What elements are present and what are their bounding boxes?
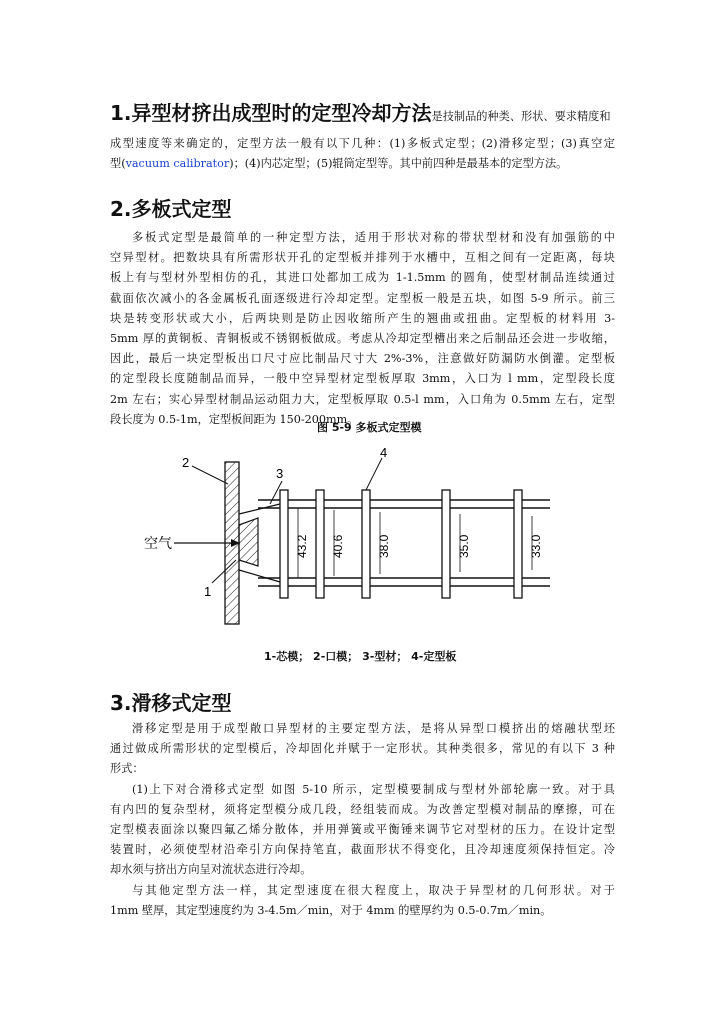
callout-4: 4	[380, 445, 388, 460]
calibrator-plate-1	[280, 490, 288, 598]
section3-line-5: 有内凹的复杂型材，须将定型模分成几段，经组装而成。为改善定型模对制品的摩擦，可在	[110, 802, 615, 816]
section-2	[110, 194, 615, 224]
section3-line-4: (1)上下对合滑移式定型 如图 5-10 所示，定型模要制成与型材外部轮廓一致。对于具	[132, 782, 615, 796]
calibrator-plate-4	[442, 490, 450, 598]
figure-5-9-diagram	[130, 440, 590, 640]
section-2-body	[110, 228, 615, 430]
section2-line-9: 2m 左右；实心异型材制品运动阻力大，定型板厚取 0.5-l mm，入口角为 0.5mm 左右，定型	[110, 392, 615, 406]
air-label: 空气	[144, 535, 172, 551]
section2-line-10: 段长度为 0.5-1m，定型板间距为 150-200mm。	[110, 412, 359, 426]
callout-line-2	[192, 466, 228, 484]
calibrator-plates	[280, 490, 522, 598]
section-1-line-2: 成型速度等来确定的，定型方法一般有以下几种：(1)多板式定型；(2)滑移定型；(3)真空定	[110, 137, 615, 150]
calibrator-plate-3	[362, 490, 370, 598]
calibrator-plate-2	[316, 490, 324, 598]
section3-line-2: 通过做成所需形状的定型模后，冷却固化并赋于一定形状。其种类很多，常见的有以下 3 种	[110, 742, 615, 756]
text-run: )；(4)内芯定型；(5)辊筒定型等。其中前四种是最基本的定型方法。	[229, 157, 568, 171]
text-run: 型(	[110, 157, 126, 171]
callout-2: 2	[182, 455, 190, 470]
section2-line-8: 的定型段长度随制品而异，一般中空异型材定型板厚取 3mm，入口为 l mm，定型段长度	[110, 372, 615, 386]
section-1-heading: 1.异型材挤出成型时的定型冷却方法	[110, 101, 432, 125]
section3-line-8: 却水须与挤出方向呈对流状态进行冷却。	[110, 863, 312, 877]
section2-line-4: 截面依次减小的各金属板孔面逐级进行冷却定型。定型板一般是五块，如图 5-9 所示。前三	[110, 291, 615, 305]
section3-line-3: 形式：	[110, 762, 144, 776]
section2-line-3: 板上有与型材外型相仿的孔，其进口处都加工成为 1-1.5mm 的圆角，使型材制品连续通过	[110, 271, 615, 285]
section3-line-6: 定型模表面涂以聚四氟乙烯分散体，并用弹簧或平衡锤来调节它对型材的压力。在设计定型	[110, 823, 615, 837]
section3-line-1: 滑移定型是用于成型敞口异型材的主要定型方法，是将从异型口模挤出的熔融状型坯	[132, 722, 615, 735]
section3-line-7: 装置时，必须使型材沿牵引方向保持笔直，截面形状不得变化，且冷却速度须保持恒定。冷	[110, 843, 615, 857]
section-3-heading: 3.滑移式定型	[110, 691, 232, 715]
section-2-heading: 2.多板式定型	[110, 197, 232, 221]
section2-line-2: 空异型材。把数块具有所需形状开孔的定型板并排列于水槽中，互相之间有一定距离，每块	[110, 251, 615, 265]
section-1	[110, 96, 615, 174]
dimension-38-0: 38.0	[377, 534, 391, 558]
calibrator-plate-5	[514, 490, 522, 598]
dimension-43-2: 43.2	[295, 534, 309, 558]
figure-title: 图 5-9 多板式定型模	[317, 421, 422, 434]
dimension-33-0: 33.0	[529, 534, 543, 558]
core-mandrel	[239, 518, 258, 566]
figure-legend: 1-芯模； 2-口模； 3-型材； 4-定型板	[264, 650, 457, 663]
section-1-line-3	[110, 154, 615, 174]
section3-line-10: 1mm 壁厚，其定型速度约为 3-4.5m／min，对于 4mm 的壁厚约为 0.5-0.7m／min。	[110, 903, 552, 917]
dimension-35-0: 35.0	[457, 534, 471, 558]
section3-line-9: 与其他定型方法一样，其定型速度在很大程度上，取决于异型材的几何形状。对于	[132, 883, 615, 897]
callout-1: 1	[204, 584, 212, 599]
callout-3: 3	[276, 466, 284, 481]
dimension-40-6: 40.6	[331, 534, 345, 558]
section2-line-6: 5mm 厚的黄铜板、青铜板或不锈钢板做成。考虑从冷却定型槽出来之后制品还会进一步收缩，	[110, 332, 615, 346]
callout-line-4	[366, 458, 382, 490]
vacuum-calibrator-link[interactable]: vacuum calibrator	[125, 157, 230, 171]
section-1-heading-line	[110, 96, 615, 134]
section2-line-1: 多板式定型是最简单的一种定型方法，适用于形状对称的带状型材和没有加强筋的中	[132, 231, 615, 244]
section2-line-7: 因此，最后一块定型板出口尺寸应比制品尺寸大 2%-3%，注意做好防漏防水倒灌。定型板	[110, 352, 615, 366]
dimension-labels	[295, 508, 543, 578]
section-1-lead: 是技制品的种类、形状、要求精度和	[431, 110, 611, 123]
section2-line-5: 块是转变形状或大小，后两块则是防止因收缩所产生的翘曲或扭曲。定型板的材料用 3-	[110, 311, 615, 325]
section-3-body	[110, 719, 615, 921]
section-3	[110, 688, 615, 718]
